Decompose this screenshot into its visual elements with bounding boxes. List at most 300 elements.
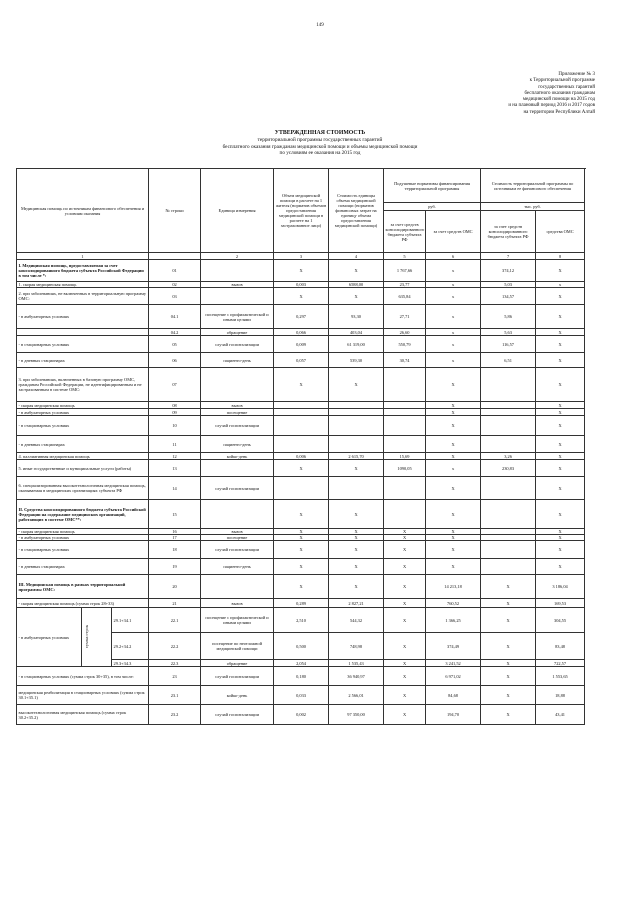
value-cell: 18,88 bbox=[536, 686, 585, 705]
value-cell bbox=[274, 409, 329, 416]
value-cell: x bbox=[536, 282, 585, 288]
table-row bbox=[17, 559, 585, 575]
table-row bbox=[17, 575, 585, 599]
title-line: территориальной программы государственных гарантий bbox=[257, 136, 383, 143]
unit-cell bbox=[201, 575, 274, 599]
value-cell: X bbox=[384, 529, 426, 535]
page-number: 149 bbox=[316, 23, 324, 28]
value-cell: X bbox=[536, 460, 585, 477]
header-row-number: № строки bbox=[149, 169, 201, 253]
value-cell: 539,30 bbox=[329, 353, 384, 368]
header-thousand-rub: тыс. руб. bbox=[481, 203, 585, 211]
value-cell: 61 319,00 bbox=[329, 336, 384, 353]
value-cell: X bbox=[274, 559, 329, 575]
appendix-line: государственных гарантий bbox=[538, 84, 595, 90]
value-cell bbox=[329, 402, 384, 409]
value-cell: 0,180 bbox=[274, 667, 329, 686]
value-cell: X bbox=[274, 541, 329, 559]
row-number: 18 bbox=[149, 541, 201, 559]
value-cell: X bbox=[384, 686, 426, 705]
unit-cell: пациенто-день bbox=[201, 353, 274, 368]
value-cell: X bbox=[536, 535, 585, 541]
column-number bbox=[149, 253, 201, 260]
value-cell: 3 241,52 bbox=[426, 660, 481, 667]
value-cell: X bbox=[536, 305, 585, 329]
value-cell: 1 553,65 bbox=[536, 667, 585, 686]
value-cell: 374,49 bbox=[426, 633, 481, 660]
row-label-text: - в амбулаторных условиях bbox=[18, 314, 70, 319]
column-number: 7 bbox=[481, 253, 536, 260]
row-number: 07 bbox=[149, 368, 201, 402]
appendix-line: к Территориальной программе bbox=[529, 78, 595, 84]
row-number: 02 bbox=[149, 282, 201, 288]
value-cell: 2 827,21 bbox=[329, 599, 384, 608]
column-number: 4 bbox=[329, 253, 384, 260]
row-label-text: - в стационарных условиях bbox=[18, 547, 70, 552]
unit-cell: посещение bbox=[201, 535, 274, 541]
column-number-row bbox=[17, 253, 585, 260]
row-number: 04.1 bbox=[149, 305, 201, 329]
row-label-text: - в дневных стационарах bbox=[18, 441, 65, 447]
value-cell: 5,03 bbox=[481, 282, 536, 288]
unit-cell: случай госпитализации bbox=[201, 336, 274, 353]
column-number: 1 bbox=[17, 253, 149, 260]
value-cell: X bbox=[329, 535, 384, 541]
value-cell: 1 366,25 bbox=[426, 608, 481, 633]
value-cell bbox=[329, 416, 384, 436]
row-label-text: - скорая медицинская помощь bbox=[18, 402, 75, 408]
value-cell: X bbox=[481, 667, 536, 686]
row-number: 01 bbox=[149, 260, 201, 282]
value-cell: X bbox=[426, 559, 481, 575]
row-number: 05 bbox=[149, 336, 201, 353]
unit-cell: койко-день bbox=[201, 686, 274, 705]
value-cell: X bbox=[481, 575, 536, 599]
appendix-line: на территории Республики Алтай bbox=[523, 109, 595, 115]
row-number: 22.3 bbox=[149, 660, 201, 667]
unit-cell: вызов bbox=[201, 282, 274, 288]
row-label bbox=[17, 409, 149, 416]
value-cell: X bbox=[426, 453, 481, 460]
value-cell bbox=[329, 409, 384, 416]
value-cell: X bbox=[329, 529, 384, 535]
value-cell: X bbox=[536, 500, 585, 529]
row-label-text: - в дневных стационарах bbox=[18, 357, 65, 363]
row-number: 23.1 bbox=[149, 686, 201, 705]
value-cell: X bbox=[536, 260, 585, 282]
value-cell: X bbox=[426, 368, 481, 402]
value-cell: X bbox=[536, 529, 585, 535]
value-cell: X bbox=[426, 436, 481, 453]
value-cell: 6 971,02 bbox=[426, 667, 481, 686]
appendix-note bbox=[395, 72, 595, 116]
value-cell: X bbox=[384, 559, 426, 575]
value-cell: 2,054 bbox=[274, 660, 329, 667]
value-cell bbox=[384, 416, 426, 436]
unit-cell: посещение с профилактической и иными целями bbox=[201, 305, 274, 329]
header-assistance: Медицинская помощь по источникам финансового обеспечения и условиям оказания bbox=[17, 169, 149, 253]
row-number: 23.2 bbox=[149, 705, 201, 725]
value-cell: 2,510 bbox=[274, 608, 329, 633]
value-cell: X bbox=[481, 608, 536, 633]
value-cell bbox=[481, 416, 536, 436]
value-cell: X bbox=[384, 667, 426, 686]
value-cell bbox=[329, 477, 384, 500]
unit-cell: койко-день bbox=[201, 453, 274, 460]
value-cell: X bbox=[274, 368, 329, 402]
value-cell: 5,86 bbox=[481, 305, 536, 329]
ambulatory-label: - в амбулаторных условиях bbox=[17, 608, 82, 667]
unit-cell: посещение с профилактической и иными целями bbox=[201, 608, 274, 633]
appendix-line: медицинской помощи на 2015 год bbox=[522, 97, 595, 103]
column-number: 2 bbox=[201, 253, 274, 260]
row-label-text: 4. паллиативная медицинская помощь bbox=[18, 453, 90, 459]
unit-cell: вызов bbox=[201, 402, 274, 409]
row-label bbox=[17, 288, 149, 305]
unit-cell: обращение bbox=[201, 329, 274, 336]
row-label-text: - в стационарных условиях bbox=[18, 341, 70, 347]
unit-cell bbox=[201, 500, 274, 529]
value-cell: X bbox=[481, 599, 536, 608]
value-cell: X bbox=[536, 541, 585, 559]
row-label bbox=[17, 599, 149, 608]
column-number: 5 bbox=[384, 253, 426, 260]
value-cell bbox=[274, 436, 329, 453]
value-cell bbox=[329, 436, 384, 453]
ref-cell: 29.2+34.2 bbox=[112, 633, 149, 660]
value-cell bbox=[481, 559, 536, 575]
row-label-text: - скорая медицинская помощь bbox=[18, 529, 75, 534]
value-cell: X bbox=[481, 686, 536, 705]
value-cell: X bbox=[536, 416, 585, 436]
value-cell: 97 350,00 bbox=[329, 705, 384, 725]
appendix-line: и на плановый период 2016 и 2017 годов bbox=[508, 103, 595, 109]
value-cell: 1090,05 bbox=[384, 460, 426, 477]
table-row bbox=[17, 329, 585, 336]
row-label-sub: в том числе *: bbox=[18, 273, 47, 278]
value-cell: X bbox=[274, 575, 329, 599]
row-label-text: - в дневных стационарах bbox=[18, 564, 65, 569]
header-unit: Единица измерения bbox=[201, 169, 274, 253]
table-row bbox=[17, 368, 585, 402]
table-row bbox=[17, 541, 585, 559]
value-cell: x bbox=[426, 288, 481, 305]
row-label bbox=[17, 500, 149, 529]
unit-cell bbox=[201, 260, 274, 282]
value-cell: X bbox=[274, 500, 329, 529]
value-cell bbox=[481, 500, 536, 529]
table-row bbox=[17, 409, 585, 416]
table-row bbox=[17, 705, 585, 725]
unit-cell: посещение по неотложной медицинской помощи bbox=[201, 633, 274, 660]
row-label-text: - в стационарных условиях (сумма строк 30+35), в том числе: bbox=[18, 673, 134, 679]
row-number: 13 bbox=[149, 460, 201, 477]
table-row bbox=[17, 599, 585, 608]
title-line: УТВЕРЖДЕННАЯ СТОИМОСТЬ bbox=[274, 130, 366, 136]
value-cell: 0,002 bbox=[274, 705, 329, 725]
value-cell: 5,63 bbox=[481, 329, 536, 336]
value-cell bbox=[481, 541, 536, 559]
value-cell: 550,79 bbox=[384, 336, 426, 353]
value-cell: X bbox=[329, 460, 384, 477]
column-number: 6 bbox=[426, 253, 481, 260]
title-line: бесплатного оказания гражданам медицинской помощи и объемы медицинской помощи bbox=[222, 143, 418, 150]
value-cell: 374,12 bbox=[481, 260, 536, 282]
value-cell bbox=[384, 500, 426, 529]
value-cell: 2 566,01 bbox=[329, 686, 384, 705]
row-label bbox=[17, 686, 149, 705]
value-cell: 0,003 bbox=[274, 282, 329, 288]
value-cell: 304,55 bbox=[536, 608, 585, 633]
row-number: 12 bbox=[149, 453, 201, 460]
value-cell: 3,26 bbox=[481, 453, 536, 460]
unit-cell: пациенто-день bbox=[201, 436, 274, 453]
value-cell: X bbox=[384, 608, 426, 633]
value-cell: X bbox=[536, 329, 585, 336]
value-cell: 83,48 bbox=[536, 633, 585, 660]
value-cell: X bbox=[384, 660, 426, 667]
row-label bbox=[17, 436, 149, 453]
value-cell: x bbox=[426, 260, 481, 282]
value-cell: X bbox=[329, 559, 384, 575]
value-cell: X bbox=[384, 705, 426, 725]
value-cell: X bbox=[329, 500, 384, 529]
value-cell: 93,30 bbox=[329, 305, 384, 329]
value-cell: X bbox=[274, 460, 329, 477]
value-cell: X bbox=[536, 409, 585, 416]
row-label bbox=[17, 416, 149, 436]
value-cell bbox=[384, 402, 426, 409]
value-cell: 748,98 bbox=[329, 633, 384, 660]
value-cell bbox=[481, 477, 536, 500]
value-cell: X bbox=[536, 368, 585, 402]
table-row bbox=[17, 477, 585, 500]
value-cell: 169,53 bbox=[536, 599, 585, 608]
value-cell: X bbox=[426, 541, 481, 559]
row-label-text: - в амбулаторных условиях bbox=[18, 409, 70, 415]
unit-cell: вызов bbox=[201, 599, 274, 608]
value-cell: X bbox=[481, 705, 536, 725]
row-label bbox=[17, 368, 149, 402]
header-budget-rub: за счет средств консолидированного бюджета субъекта РФ bbox=[384, 211, 426, 253]
value-cell: X bbox=[426, 535, 481, 541]
value-cell: X bbox=[426, 409, 481, 416]
row-number: 10 bbox=[149, 416, 201, 436]
value-cell: 23,77 bbox=[384, 282, 426, 288]
value-cell bbox=[274, 416, 329, 436]
value-cell: X bbox=[426, 416, 481, 436]
value-cell: x bbox=[426, 336, 481, 353]
appendix-line: бесплатного оказания гражданам bbox=[524, 90, 595, 96]
value-cell: x bbox=[426, 305, 481, 329]
row-label-text: 1. скорая медицинская помощь bbox=[18, 282, 77, 287]
value-cell: X bbox=[536, 336, 585, 353]
value-cell: 36 940,97 bbox=[329, 667, 384, 686]
cost-table bbox=[16, 168, 585, 725]
table-row bbox=[17, 260, 585, 282]
appendix-line: Приложение № 3 bbox=[558, 72, 595, 77]
row-number: 06 bbox=[149, 353, 201, 368]
row-label-text: 3. при заболеваниях, включенных в базовую программу ОМС, гражданам Российской Федерации, не идентифицированным и не застрахованным в системе ОМС: bbox=[18, 377, 142, 392]
value-cell: X bbox=[329, 368, 384, 402]
row-label-text: 5. иные государственные и муниципальные услуги (работы) bbox=[18, 465, 132, 471]
unit-cell: случай госпитализации bbox=[201, 477, 274, 500]
value-cell: x bbox=[426, 282, 481, 288]
value-cell: X bbox=[384, 599, 426, 608]
value-cell: X bbox=[426, 477, 481, 500]
header-oms-trub: средства ОМС bbox=[536, 211, 585, 253]
value-cell: X bbox=[536, 353, 585, 368]
unit-cell: вызов bbox=[201, 529, 274, 535]
row-label bbox=[17, 575, 149, 599]
table-row bbox=[17, 288, 585, 305]
value-cell bbox=[274, 477, 329, 500]
table-row bbox=[17, 460, 585, 477]
unit-cell: обращение bbox=[201, 660, 274, 667]
unit-cell: случай госпитализации bbox=[201, 667, 274, 686]
value-cell: 0,066 bbox=[274, 329, 329, 336]
value-cell bbox=[481, 368, 536, 402]
value-cell: X bbox=[329, 575, 384, 599]
value-cell: X bbox=[426, 402, 481, 409]
row-label-text: I. Медицинская помощь, предоставляемая за счет консолидированного бюджета субъекта Российской Федерации bbox=[18, 263, 144, 273]
value-cell: x bbox=[426, 329, 481, 336]
table-row bbox=[17, 353, 585, 368]
header-volume: Объем медицинской помощи в расчете на 1 жителя (норматив объемов предоставления медицинской помощи в расчете на 1 застрахованное лицо) bbox=[274, 169, 329, 253]
unit-cell: пациенто-день bbox=[201, 559, 274, 575]
row-label bbox=[17, 477, 149, 500]
value-cell: X bbox=[536, 559, 585, 575]
value-cell: 0,057 bbox=[274, 353, 329, 368]
value-cell: 635,84 bbox=[384, 288, 426, 305]
document-title bbox=[0, 130, 640, 157]
value-cell: X bbox=[536, 453, 585, 460]
value-cell: X bbox=[536, 402, 585, 409]
value-cell: 403,04 bbox=[329, 329, 384, 336]
table-row bbox=[17, 453, 585, 460]
value-cell: 0,500 bbox=[274, 633, 329, 660]
header-program-cost: Стоимость территориальной программы по источникам ее финансового обеспечения bbox=[481, 169, 585, 203]
row-number: 08 bbox=[149, 402, 201, 409]
row-label bbox=[17, 260, 149, 282]
row-number: 20 bbox=[149, 575, 201, 599]
row-number: 04.2 bbox=[149, 329, 201, 336]
row-label bbox=[17, 559, 149, 575]
value-cell: 0,033 bbox=[274, 686, 329, 705]
value-cell: 544,32 bbox=[329, 608, 384, 633]
value-cell: X bbox=[329, 541, 384, 559]
value-cell bbox=[481, 402, 536, 409]
value-cell: 194,70 bbox=[426, 705, 481, 725]
row-number: 22.2 bbox=[149, 633, 201, 660]
value-cell: X bbox=[536, 288, 585, 305]
row-number: 23 bbox=[149, 667, 201, 686]
value-cell: X bbox=[481, 633, 536, 660]
table-row bbox=[17, 608, 585, 633]
unit-cell: посещение bbox=[201, 409, 274, 416]
unit-cell: случай госпитализации bbox=[201, 705, 274, 725]
row-label-text: медицинская реабилитация в стационарных условиях (сумма строк 30.1+35.1) bbox=[18, 690, 145, 700]
row-label-text: - в амбулаторных условиях bbox=[18, 535, 70, 540]
value-cell: X bbox=[426, 500, 481, 529]
header-unit-cost: Стоимость единицы объема медицинской помощи (норматив финансовых затрат на единицу объема предоставления медицинской помощи) bbox=[329, 169, 384, 253]
value-cell: 3 186,04 bbox=[536, 575, 585, 599]
row-label bbox=[17, 336, 149, 353]
row-label-text: - скорая медицинская помощь (сумма строк 28+33) bbox=[18, 600, 114, 606]
sum-rows-label bbox=[82, 608, 112, 667]
value-cell: X bbox=[274, 529, 329, 535]
header-rub: руб. bbox=[384, 203, 481, 211]
unit-cell bbox=[201, 460, 274, 477]
value-cell: 230,83 bbox=[481, 460, 536, 477]
row-label bbox=[17, 353, 149, 368]
row-label-text: - в стационарных условиях bbox=[18, 423, 70, 428]
table-row bbox=[17, 336, 585, 353]
table-row bbox=[17, 686, 585, 705]
value-cell: X bbox=[426, 529, 481, 535]
value-cell: X bbox=[481, 660, 536, 667]
value-cell bbox=[384, 409, 426, 416]
row-number: 21 bbox=[149, 599, 201, 608]
value-cell: 30,74 bbox=[384, 353, 426, 368]
value-cell: X bbox=[274, 535, 329, 541]
row-label-text: 2. при заболеваниях, не включенных в территориальную программу ОМС: bbox=[18, 291, 147, 301]
row-number: 14 bbox=[149, 477, 201, 500]
unit-cell: случай госпитализации bbox=[201, 541, 274, 559]
value-cell: 0,009 bbox=[274, 336, 329, 353]
row-label bbox=[17, 305, 149, 329]
value-cell: 27,71 bbox=[384, 305, 426, 329]
value-cell: 0,297 bbox=[274, 305, 329, 329]
title-line: по условиям ее оказания на 2015 год bbox=[279, 150, 361, 157]
value-cell: X bbox=[384, 541, 426, 559]
row-number: 09 bbox=[149, 409, 201, 416]
row-label bbox=[17, 329, 149, 336]
value-cell bbox=[384, 477, 426, 500]
ref-cell: 29.3+34.3 bbox=[112, 660, 149, 667]
value-cell bbox=[481, 409, 536, 416]
row-number: 03 bbox=[149, 288, 201, 305]
value-cell: X bbox=[329, 288, 384, 305]
row-label bbox=[17, 453, 149, 460]
table-row bbox=[17, 416, 585, 436]
table-row bbox=[17, 305, 585, 329]
value-cell: 760,52 bbox=[426, 599, 481, 608]
unit-cell bbox=[201, 368, 274, 402]
value-cell bbox=[384, 436, 426, 453]
value-cell bbox=[274, 402, 329, 409]
value-cell: 0,006 bbox=[274, 453, 329, 460]
table-row bbox=[17, 436, 585, 453]
value-cell: 26,60 bbox=[384, 329, 426, 336]
row-label-text: 6. специализированная высокотехнологичная медицинская помощь, оказываемая в медицинских организациях субъекта РФ bbox=[18, 483, 146, 493]
value-cell: 116,57 bbox=[481, 336, 536, 353]
row-label-text: III. Медицинская помощь в рамках территориальной программы ОМС: bbox=[18, 581, 126, 592]
value-cell: 0,289 bbox=[274, 599, 329, 608]
row-label bbox=[17, 460, 149, 477]
unit-cell bbox=[201, 288, 274, 305]
row-number: 19 bbox=[149, 559, 201, 575]
value-cell: x bbox=[426, 460, 481, 477]
value-cell: X bbox=[384, 575, 426, 599]
value-cell: 722,57 bbox=[536, 660, 585, 667]
header-oms-rub: за счет средств ОМС bbox=[426, 211, 481, 253]
value-cell: 6588,00 bbox=[329, 282, 384, 288]
row-number: 17 bbox=[149, 535, 201, 541]
value-cell: X bbox=[384, 535, 426, 541]
value-cell: X bbox=[536, 477, 585, 500]
value-cell: 1 535,43 bbox=[329, 660, 384, 667]
